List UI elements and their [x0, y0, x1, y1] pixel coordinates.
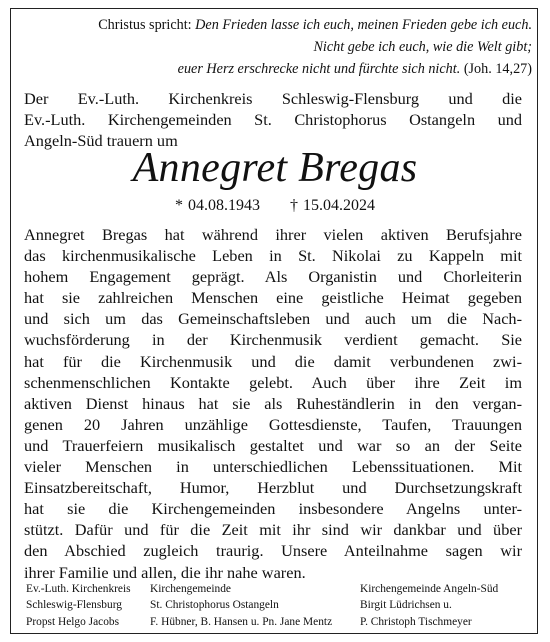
body-line: wuchsförderung in der Kirchenmusik verdient gemacht. Sie: [24, 330, 522, 350]
body-line: aktiven Dienst hinaus hat sie als Ruheständlerin in den vergan-: [24, 393, 522, 413]
quote-reference: (Joh. 14,27): [463, 61, 532, 77]
signature-line: St. Christophorus Ostangeln: [150, 599, 279, 612]
signature-line: Kirchengemeinde: [150, 583, 231, 595]
intro-line: Ev.-Luth. Kirchengemeinden St. Christophorus Ostangeln und: [24, 110, 522, 129]
birth-date: * 04.08.1943: [175, 197, 260, 214]
signature-ostangeln: [150, 581, 332, 630]
quote-text-3: euer Herz erschrecke nicht und fürchte sich nicht.: [177, 61, 461, 77]
body-line: hohem Engagement geprägt. Als Organistin und Chorleiterin: [24, 267, 522, 287]
body-line: genen 20 Jahren unzählige Gottesdienste, Taufen, Trauungen: [24, 414, 522, 434]
signature-line: P. Christoph Tischmeyer: [360, 615, 472, 628]
body-line: und sich um das Gemeinschaftsleben und auch um die Nach-: [24, 309, 522, 329]
obituary-text: [24, 224, 522, 583]
body-line: das kirchenmusikalische Leben in St. Nikolai zu Kappeln mit: [24, 246, 522, 266]
deceased-name: Annegret Bregas: [132, 145, 418, 191]
body-line: den Abschied zugleich traurig. Unsere Anteilnahme sagen wir: [24, 541, 522, 561]
body-line: vieler Menschen in unterschiedlichen Lebenssituationen. Mit: [24, 457, 522, 477]
intro-paragraph: [24, 88, 522, 151]
body-line: Annegret Bregas hat während ihrer vielen aktiven Berufsjahre: [24, 225, 522, 244]
signature-angeln-sued: [360, 581, 498, 630]
quote-line-1: [32, 14, 532, 36]
signature-line: F. Hübner, B. Hansen u. Pn. Jane Mentz: [150, 615, 333, 628]
body-line: schenmenschlichen Kontakte gelebt. Auch über ihre Zeit im: [24, 372, 522, 392]
signature-line: Schleswig-Flensburg: [26, 599, 122, 612]
intro-line: Angeln-Süd trauern um: [24, 131, 178, 150]
signature-line: Ev.-Luth. Kirchenkreis: [26, 583, 131, 595]
quote-lead: Christus spricht:: [98, 17, 192, 33]
body-line: hat sie die Kirchengemeinden insbesondere Angelns unter-: [24, 499, 522, 519]
body-line: ihrer Familie und allen, die ihr nahe waren.: [24, 562, 306, 582]
signature-kirchenkreis: [26, 581, 131, 630]
body-line: und Trauerfeiern musikalisch gestaltet und war so an der Seite: [24, 435, 522, 455]
quote-line-3: [32, 58, 532, 80]
body-line: hat für die Kirchenmusik und die damit verbundenen zwi-: [24, 351, 522, 371]
body-line: Einsatzbereitschaft, Humor, Herzblut und Durchsetzungskraft: [24, 478, 522, 498]
signature-line: Kirchengemeinde Angeln-Süd: [360, 583, 499, 595]
quote-text-1: Den Frieden lasse ich euch, meinen Frieden gebe ich euch.: [195, 17, 532, 33]
body-line: hat sie zahlreichen Menschen eine geistliche Heimat gegeben: [24, 288, 522, 308]
bible-quote: [32, 14, 532, 80]
signature-line: Birgit Lüdrichsen u.: [360, 599, 452, 612]
quote-line-2: [32, 36, 532, 58]
life-dates: [0, 196, 550, 216]
signature-line: Propst Helgo Jacobs: [26, 615, 120, 628]
death-date: † 15.04.2024: [290, 197, 375, 214]
intro-line: Der Ev.-Luth. Kirchenkreis Schleswig-Flensburg und die: [24, 89, 522, 108]
quote-text-2: Nicht gebe ich euch, wie die Welt gibt;: [313, 39, 532, 55]
body-line: stützt. Dafür und für die Zeit mit ihr sind wir dankbar und über: [24, 520, 522, 540]
